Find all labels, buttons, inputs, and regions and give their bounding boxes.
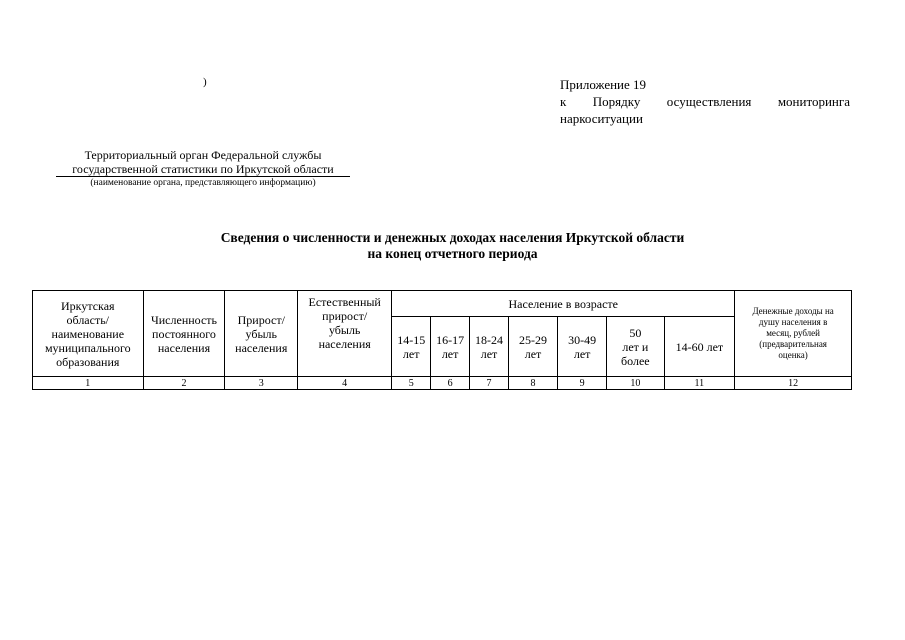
header-income: Денежные доходы на душу населения в месяц, рублей (предварительная оценка) xyxy=(735,291,852,377)
column-number: 2 xyxy=(143,377,225,390)
header-age-50-plus: 50 лет и более xyxy=(607,317,664,377)
column-number: 8 xyxy=(508,377,557,390)
appendix-reference xyxy=(560,76,850,127)
appendix-line-3: наркоситуации xyxy=(560,111,643,126)
header-growth: Прирост/ убыль населения xyxy=(225,291,298,377)
header-territory: Иркутская область/ наименование муниципального образования xyxy=(33,291,144,377)
column-number: 9 xyxy=(558,377,607,390)
table-column-numbers-row xyxy=(33,377,852,390)
organization-line-1: Территориальный орган Федеральной службы xyxy=(84,148,322,162)
appendix-line-2: к Порядку осуществления мониторинга xyxy=(560,94,850,109)
column-number: 7 xyxy=(470,377,509,390)
column-number: 12 xyxy=(735,377,852,390)
appendix-line-1: Приложение 19 xyxy=(560,77,647,92)
header-age-18-24: 18-24 лет xyxy=(470,317,509,377)
title-line-2: на конец отчетного периода xyxy=(367,246,538,261)
organization-line-2: государственной статистики по Иркутской области xyxy=(56,162,350,177)
table-header-row-1 xyxy=(33,291,852,317)
stray-parenthesis: ) xyxy=(203,76,207,88)
column-number: 11 xyxy=(664,377,735,390)
document-title xyxy=(0,230,905,262)
title-line-1: Сведения о численности и денежных доходах населения Иркутской области xyxy=(220,230,685,245)
header-age-25-29: 25-29 лет xyxy=(508,317,557,377)
population-income-table xyxy=(32,290,852,390)
header-natural-growth: Естественный прирост/ убыль населения xyxy=(298,291,392,377)
header-age-30-49: 30-49 лет xyxy=(558,317,607,377)
column-number: 4 xyxy=(298,377,392,390)
column-number: 5 xyxy=(392,377,431,390)
column-number: 1 xyxy=(33,377,144,390)
header-population: Численность постоянного населения xyxy=(143,291,225,377)
column-number: 6 xyxy=(431,377,470,390)
header-age-16-17: 16-17 лет xyxy=(431,317,470,377)
organization-note: (наименование органа, представляющего информацию) xyxy=(90,178,316,188)
organization-block xyxy=(48,148,358,189)
column-number: 3 xyxy=(225,377,298,390)
header-age-14-60: 14-60 лет xyxy=(664,317,735,377)
column-number: 10 xyxy=(607,377,664,390)
header-age-group: Население в возрасте xyxy=(392,291,735,317)
header-age-14-15: 14-15 лет xyxy=(392,317,431,377)
